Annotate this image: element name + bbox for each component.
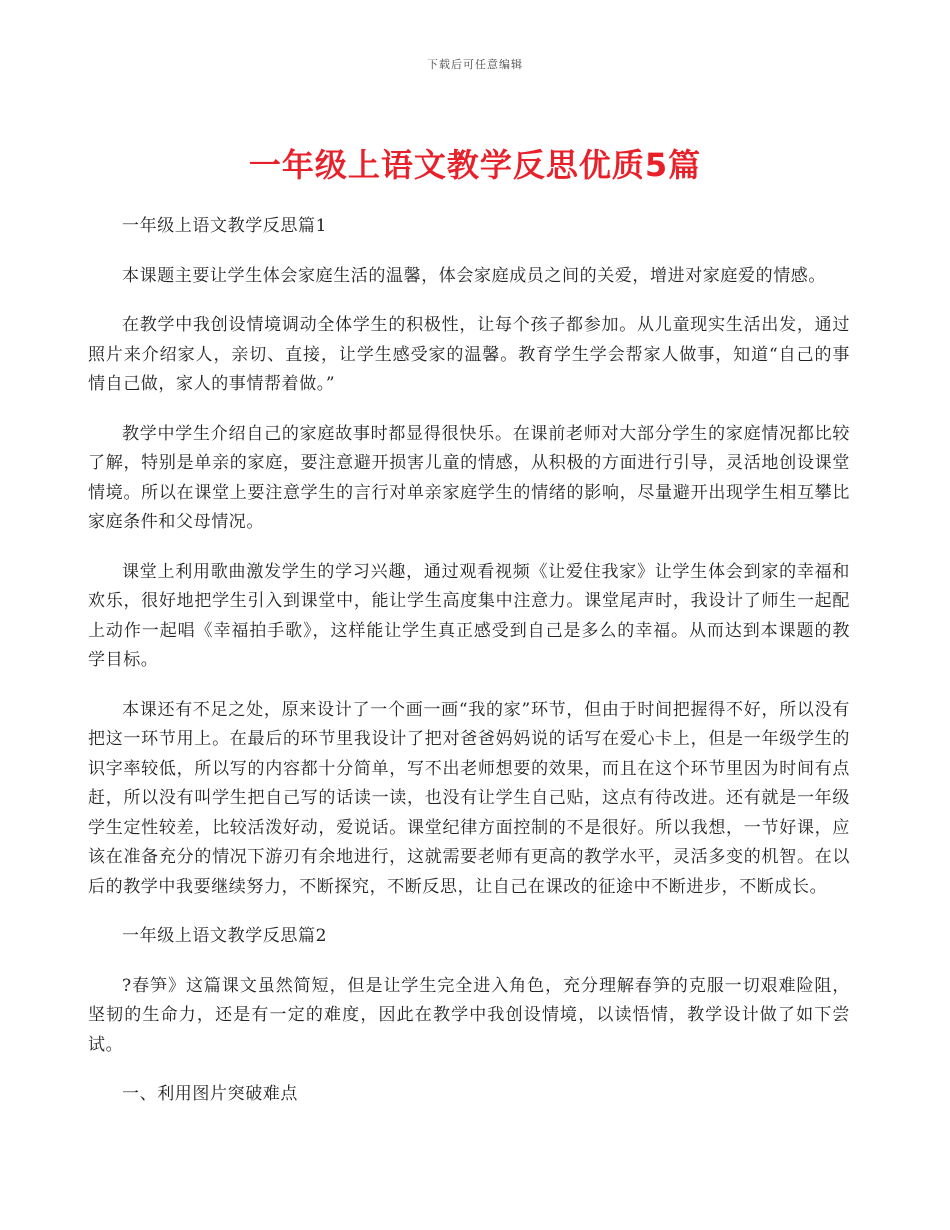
paragraph: 本课还有不足之处，原来设计了一个画一画“我的家”环节，但由于时间把握得不好，所以没有把这一环节用上。在最后的环节里我设计了把对爸爸妈妈说的话写在爱心卡上，但是一年级学生的识字率较低，所以写的内容都十分简单，写不出老师想要的效果，而且在这个环节里因为时间有点赶，所以没有叫学生把自己写的话读一读，也没有让学生自己贴，这点有待改进。还有就是一年级学生定性较差，比较活泼好动，爱说话。课堂纪律方面控制的不是很好。所以我想，一节好课，应该在准备充分的情况下游刃有余地进行，这就需要老师有更高的教学水平，灵活多变的机智。在以后的教学中我要继续努力，不断探究，不断反思，让自己在课改的征途中不断进步，不断成长。	[88, 699, 850, 897]
section-heading-2: 一年级上语文教学反思篇2	[122, 926, 328, 946]
document-title: 一年级上语文教学反思优质5篇	[248, 146, 702, 184]
paragraph: ?春笋》这篇课文虽然简短，但是让学生完全进入角色，充分理解春笋的克服一切艰难险阻，坚韧的生命力，还是有一定的难度，因此在教学中我创设情境，以读悟情，教学设计做了如下尝试。	[88, 975, 850, 1055]
paragraph: 在教学中我创设情境调动全体学生的积极性，让每个孩子都参加。从儿童现实生活出发，通过照片来介绍家人，亲切、直接，让学生感受家的温馨。教育学生学会帮家人做事，知道“自己的事情自己做，家人的事情帮着做。”	[88, 315, 850, 394]
paragraph: 教学中学生介绍自己的家庭故事时都显得很快乐。在课前老师对大部分学生的家庭情况都比较了解，特别是单亲的家庭，要注意避开损害儿童的情感，从积极的方面进行引导，灵活地创设课堂情境。所以在课堂上要注意学生的言行对单亲家庭学生的情绪的影响，尽量避开出现学生相互攀比家庭条件和父母情况。	[88, 423, 850, 532]
header-note: 下载后可任意编辑	[427, 58, 523, 71]
section-heading-1: 一年级上语文教学反思篇1	[122, 216, 328, 236]
document-body	[88, 212, 850, 1130]
paragraph: 课堂上利用歌曲激发学生的学习兴趣，通过观看视频《让爱住我家》让学生体会到家的幸福和欢乐，很好地把学生引入到课堂中，能让学生高度集中注意力。课堂尾声时，我设计了师生一起配上动作一起唱《幸福拍手歌》，这样能让学生真正感受到自己是多么的幸福。从而达到本课题的教学目标。	[88, 561, 850, 670]
subsection-heading: 一、利用图片突破难点	[122, 1084, 298, 1104]
paragraph: 本课题主要让学生体会家庭生活的温馨，体会家庭成员之间的关爱，增进对家庭爱的情感。	[122, 265, 826, 286]
